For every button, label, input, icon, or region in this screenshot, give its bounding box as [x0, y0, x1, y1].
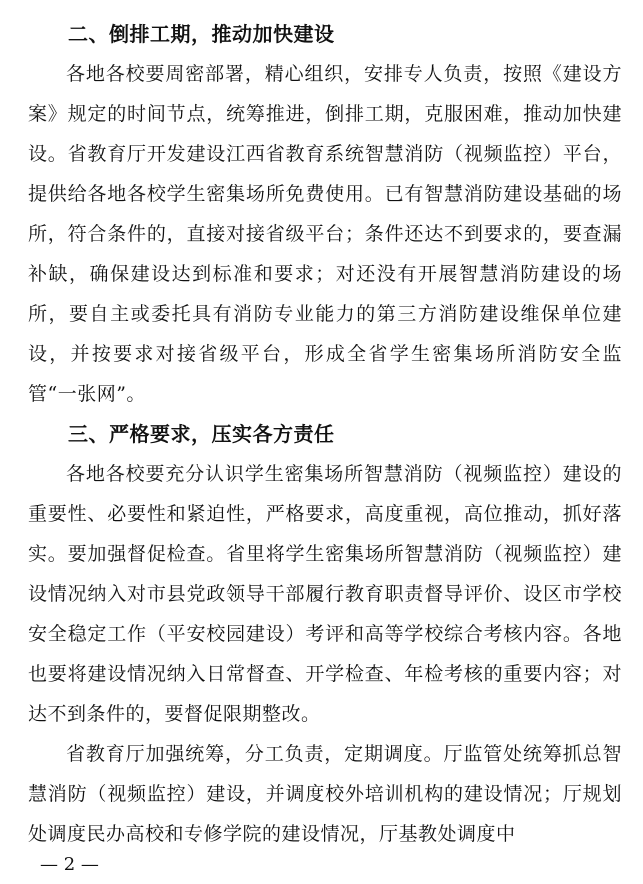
section-3-heading: 三、严格要求，压实各方责任 [68, 422, 335, 446]
page-number: — 2 — [40, 854, 99, 875]
section-3-paragraph-1: 各地各校要充分认识学生密集场所智慧消防（视频监控）建设的重要性、必要性和紧迫性，严格要求，高度重视，高位推动，抓好落实。要加强督促检查。省里将学生密集场所智慧消防（视频监控）建设情况纳入对市县党政领导干部履行教育职责督导评价、设区市学校安全稳定工作（平安校园建设）考评和高等学校综合考核内容。各地也要将建设情况纳入日常督查、开学检查、年检考核的重要内容；对达不到条件的，要督促限期整改。 [28, 463, 622, 725]
section-2-paragraph: 各地各校要周密部署，精心组织，安排专人负责，按照《建设方案》规定的时间节点，统筹推进，倒排工期，克服困难，推动加快建设。省教育厅开发建设江西省教育系统智慧消防（视频监控）平台，提供给各地各校学生密集场所免费使用。已有智慧消防建设基础的场所，符合条件的，直接对接省级平台；条件还达不到要求的，要查漏补缺，确保建设达到标准和要求；对还没有开展智慧消防建设的场所，要自主或委托具有消防专业能力的第三方消防建设维保单位建设，并按要求对接省级平台，形成全省学生密集场所消防安全监管“一张网”。 [28, 63, 622, 405]
document-body [28, 14, 622, 854]
section-2-heading: 二、倒排工期，推动加快建设 [68, 22, 335, 46]
section-3-paragraph-2: 省教育厅加强统筹，分工负责，定期调度。厅监管处统筹抓总智慧消防（视频监控）建设，并调度校外培训机构的建设情况；厅规划处调度民办高校和专修学院的建设情况，厅基教处调度中 [28, 743, 622, 845]
